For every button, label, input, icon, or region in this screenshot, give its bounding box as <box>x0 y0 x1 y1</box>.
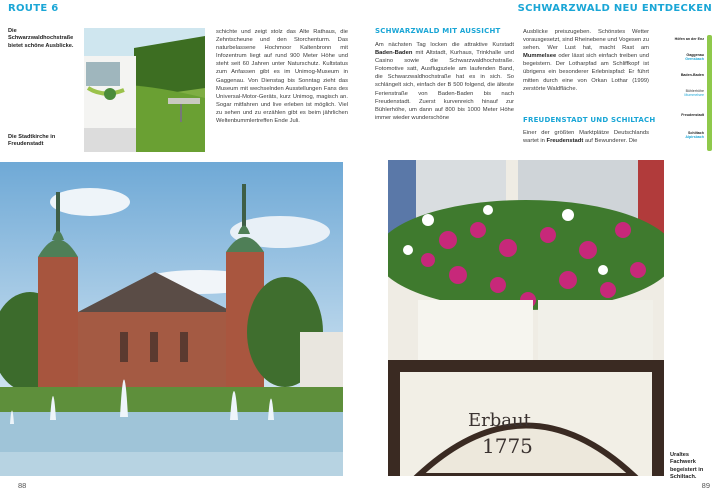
route-stop <box>652 53 704 61</box>
caption-bottom: Die Stadtkirche in Freudenstadt <box>8 134 56 148</box>
section-aussicht-text <box>375 41 514 122</box>
route-stop-sub: Mummelsee <box>684 93 704 98</box>
section-title-freudenstadt: FREUDENSTADT UND SCHILTACH <box>523 116 656 124</box>
column-two-text <box>523 28 649 93</box>
route-stop-name: Gaggenau <box>686 53 704 57</box>
route-stop <box>652 113 704 117</box>
route-stop <box>652 131 704 139</box>
route-stop <box>652 89 704 97</box>
left-page <box>0 0 358 494</box>
route-stop-name: Baden-Baden <box>680 73 704 77</box>
route-stop-name: Höfen an der Enz <box>674 37 704 41</box>
caption-schiltach: Uraltes Fachwerk begeistert in Schiltach. <box>670 452 704 481</box>
page-number-right: 89 <box>701 481 710 490</box>
route-stop-sub: Gernsbach <box>685 57 704 62</box>
page-number-left: 88 <box>18 481 27 490</box>
caption-top: Die Schwarzwaldhochstraße bietet schöne Ausblicke. <box>8 28 74 49</box>
bold-run: Mummelsee <box>523 53 557 60</box>
photo-church <box>0 162 343 476</box>
route-stop <box>652 73 704 77</box>
chapter-header: SCHWARZWALD NEU ENTDECKEN <box>517 3 712 14</box>
route-header: ROUTE 6 <box>8 3 59 14</box>
text-run: mit Altstadt, Kurhaus, Trinkhalle und Casino sowie die Schwarzwaldhochstraße. Fotomotive satt, Ausflugsziele am laufenden Band, die Schwarzwaldhochstraße hat es in sich. So schlängelt sich, einfach der B 500 folgend, die älteste Ferienstraße von Baden-Baden bis nach Freudenstadt. Zuerst kurvenreich hinauf zur Bühlerhöhe, um dann auf 800 bis 1000 Meter Höhe immer wieder wunderschöne <box>375 50 514 121</box>
inscription-word: Erbaut <box>468 410 531 431</box>
photo-camper <box>84 28 205 152</box>
route-stop-sub: Alpirsbach <box>685 135 704 140</box>
bold-run: Baden-Baden <box>375 50 413 57</box>
route-stop <box>652 37 704 41</box>
text-run: oder lässt sich einfach treiben und begeistern. Der Lotharpfad am Schliffkopf ist übrigens ein besonderer Erlebnispfad: Er führt mitten durch eine von Orkan Lothar (1999) zerstörte Waldfläche. <box>523 53 649 92</box>
right-page <box>362 0 720 494</box>
text-run: Am nächsten Tag locken die attraktive Kurstadt <box>375 42 514 48</box>
route-stop-name: Schiltach <box>688 131 704 135</box>
bold-run: Freudenstadt <box>546 138 584 145</box>
section-freudenstadt-text <box>523 129 649 145</box>
photo-flower-boxes <box>388 160 664 476</box>
route-stop-name: Freudenstadt <box>681 113 704 117</box>
left-body-text: schichte und zeigt stolz das Alte Rathaus, die Zehntscheune und den Storchenturm. Das naturbelassene Hochmoor Kaltenbronn mit Infozentrum liegt auf rund 900 Meter Höhe und steht seit 60 Jahren unter Naturschutz. Kultstatus zum Anfassen gibt es im Unimog-Museum in Gaggenau. Von Dienstag bis Sonntag zieht das Museum mit wechselnden Ausstellungen Fans des Universal-Motor-Geräts, kurz Unimog, magisch an. Sogar mitfahren und live erleben ist möglich. Viel zu sehen und zu erzählen gibt es beim jährlichen Weltenbummlertreffen Ende Juli. <box>216 29 348 125</box>
text-run: Einer der größten Marktplätze Deutschlands wartet in <box>523 130 649 145</box>
route-stop-name: Bühlerhöhe <box>685 89 704 93</box>
route-line <box>707 35 712 151</box>
section-title-aussicht: SCHWARZWALD MIT AUSSICHT <box>375 27 501 35</box>
inscription-year: 1775 <box>482 434 533 458</box>
text-run: Ausblicke preiszugeben. Schönstes Wetter vorausgesetzt, sind Rheinebene und Vogesen zu sehen. Wer Lust hat, macht Rast am <box>523 29 650 52</box>
text-run: auf Bewunderer. Die <box>583 138 638 145</box>
route-sidebar <box>660 31 716 155</box>
